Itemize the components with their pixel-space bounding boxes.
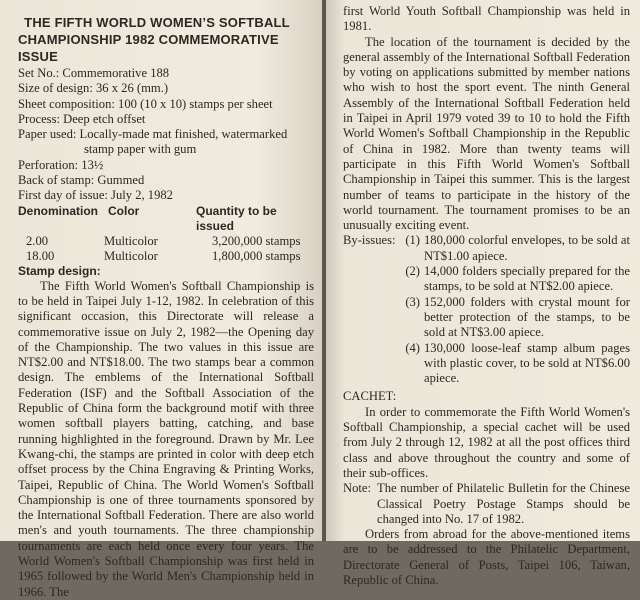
by-issue-text: 152,000 folders with crystal mount for better protection of the stamps, to be sold at NT$3.00 apiece.: [424, 294, 630, 340]
title-line-2: CHAMPIONSHIP 1982 COMMEMORATIVE ISSUE: [18, 32, 279, 64]
spec-paper: Paper used: Locally-made mat finished, watermarked: [18, 127, 288, 142]
location-paragraph: The location of the tournament is decided by the general assembly of the International Softball Federation by voting on applications submitted by member nations who wish to host the sport event. The ninth General Assembly of the International Softball Federation held in Taipei in April 1979 voted 39 to 10 to hold the Fifth World Women's Softball Championship in the Republic of China in 1982. More than twenty teams will participate in this Fifth World Women's Softball Championship in Taipei this summer. This is the largest number of teams to participate in the history of the world tournament. The tournament promises to be an unusually exciting event.: [343, 34, 630, 233]
cachet-heading: CACHET:: [343, 389, 397, 404]
spec-paper-cont: stamp paper with gum: [84, 142, 197, 157]
by-issue-text: 14,000 folders specially prepared for the stamps, to be sold at NT$2.00 apiece.: [424, 264, 630, 294]
row1-color: Multicolor: [104, 233, 158, 248]
by-issues-section: [343, 233, 630, 386]
spec-process: Process: Deep etch offset: [18, 111, 146, 126]
row1-denomination: 2.00: [26, 233, 49, 248]
cachet-paragraph: In order to commemorate the Fifth World Women's Softball Championship, a special cachet will be used from July 2 through 12, 1982 at all the post offices third class and above throughout the country and some of their sub-offices.: [343, 404, 630, 480]
orders-paragraph: Orders from abroad for the above-mentioned items are to be addressed to the Philatelic Department, Directorate General of Posts, Taipei 106, Taiwan, Republic of China.: [343, 527, 630, 587]
spec-perforation: Perforation: 13½: [18, 157, 104, 172]
row1-quantity: 3,200,000 stamps: [212, 233, 301, 248]
spec-list: [18, 66, 314, 204]
right-page: [326, 0, 640, 587]
by-issue-text: 180,000 colorful envelopes, to be sold at NT$1.00 apiece.: [424, 233, 630, 263]
continuation-text: first World Youth Softball Championship was held in 1981.: [343, 4, 630, 34]
by-issue-number: (4): [405, 340, 420, 355]
spec-size: Size of design: 36 x 26 (mm.): [18, 81, 169, 96]
list-item: [343, 341, 630, 387]
issue-table: [18, 204, 314, 264]
list-item: [343, 295, 630, 341]
note: [343, 481, 630, 527]
header-denomination: Denomination: [18, 203, 98, 218]
table-header: [18, 204, 314, 234]
list-item: [343, 233, 630, 264]
row2-quantity: 1,800,000 stamps: [212, 248, 301, 263]
by-issue-number: (2): [405, 264, 420, 279]
header-quantity: Quantity to be issued: [196, 203, 277, 233]
row2-denomination: 18.00: [26, 248, 55, 263]
by-issues-label: By-issues:: [343, 233, 396, 248]
header-color: Color: [108, 203, 140, 218]
by-issue-text: 130,000 loose-leaf stamp album pages with plastic cover, to be sold at NT$6.00 apiece.: [424, 340, 630, 386]
stamp-design-body: The Fifth World Women's Softball Championship is to be held in Taipei July 1-12, 1982. In celebration of this significant occasion, this Directorate will release a commemorative issue on July 2, 1982—the Opening day of the Championship. The two values in this issue are NT$2.00 and NT$18.00. The two stamps bear a common design. The emblems of the International Softball Federation (ISF) and the Softball Association of the Republic of China form the background motif with three women softball players batting, catching, and base running highlighted in the foreground. Drawn by Mr. Lee Kwang-chi, the stamps are printed in color with deep etch offset process by the China Engraving & Printing Works, Taipei, Republic of China. The World Women's Softball Championship is one of three tournaments sponsored by the International Softball Federation. There are also world men's and youth tournaments. The three championship tournaments are each held once every four years. The World Women's Softball Championship was first held in 1965 followed by the World Men's Championship held in 1966. The: [18, 278, 314, 599]
table-row: [18, 249, 314, 264]
spec-set-no: Set No.: Commemorative 188: [18, 66, 170, 80]
by-issue-number: (3): [405, 294, 420, 309]
title-line-1: THE FIFTH WORLD WOMEN’S SOFTBALL: [24, 15, 290, 30]
spec-sheet: Sheet composition: 100 (10 x 10) stamps per sheet: [18, 96, 273, 111]
note-text: The number of Philatelic Bulletin for the Chinese Classical Poetry Postage Stamps should be changed into No. 17 of 1982.: [377, 481, 630, 526]
by-issue-number: (1): [405, 233, 420, 248]
table-row: [18, 234, 314, 249]
spec-first-day: First day of issue: July 2, 1982: [18, 188, 173, 203]
spec-back: Back of stamp: Gummed: [18, 173, 145, 188]
stamp-design-heading: Stamp design:: [18, 263, 101, 278]
row2-color: Multicolor: [104, 248, 158, 263]
note-label: Note:: [343, 481, 371, 496]
list-item: [343, 264, 630, 295]
